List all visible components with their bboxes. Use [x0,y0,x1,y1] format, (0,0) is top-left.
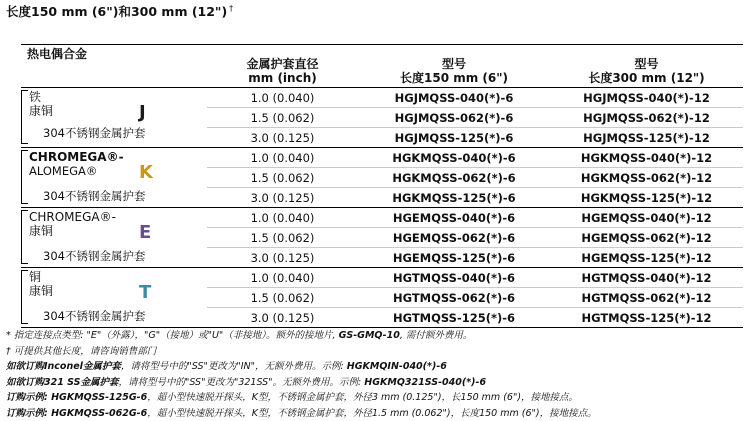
header-diameter-l2: mm (inch) [207,71,358,85]
diameter-cell: 3.0 (0.125) [207,248,358,268]
model-150-cell: HGKMQSS-062(*)-6 [358,168,550,188]
note-model: HGKMQ321SS-040(*)-6 [364,377,486,388]
alloy-name-line1: 铁 [29,90,53,104]
alloy-names [29,90,53,118]
model-150-cell: HGJMQSS-062(*)-6 [358,108,550,128]
table-row [21,88,743,108]
model-300-cell: HGKMQSS-062(*)-12 [550,168,743,188]
note-text: ，请将型号中的"SS"更改为"321SS"。无额外费用。示例: [118,377,364,388]
note-text: † 可提供其他长度，请咨询销售部门 [6,346,156,357]
model-150-cell: HGEMQSS-125(*)-6 [358,248,550,268]
alloy-cell-k [21,148,207,208]
note-model: HGKMQIN-040(*)-6 [347,361,447,372]
type-letter-j: J [139,102,146,123]
note-text: , 需付额外费用。 [400,330,473,341]
note-junction-type [6,328,597,344]
model-150-cell: HGJMQSS-040(*)-6 [358,88,550,108]
model-300-cell: HGJMQSS-125(*)-12 [550,128,743,148]
model-300-cell: HGTMQSS-062(*)-12 [550,288,743,308]
header-diameter-l1: 金属护套直径 [207,57,358,71]
note-label: 订购示例: [6,392,51,403]
table-row [21,148,743,168]
diameter-cell: 1.5 (0.062) [207,288,358,308]
note-order-example-1 [6,390,597,406]
model-300-cell: HGTMQSS-040(*)-12 [550,268,743,288]
sheath-label: 304不锈钢金属护套 [43,248,145,264]
probe-spec-table [21,44,743,328]
model-300-cell: HGJMQSS-040(*)-12 [550,88,743,108]
note-label: 如欲订购Inconel金属护套 [6,361,121,372]
note-label: 如欲订购321 SS金属护套 [6,377,118,388]
model-150-cell: HGTMQSS-040(*)-6 [358,268,550,288]
note-text: ，请将型号中的"SS"更改为"IN"，无额外费用。示例: [121,361,347,372]
diameter-cell: 1.0 (0.040) [207,208,358,228]
header-diameter [207,45,358,88]
sheath-label: 304不锈钢金属护套 [43,308,145,324]
model-300-cell: HGEMQSS-125(*)-12 [550,248,743,268]
alloy-bracket [21,90,28,144]
model-150-cell: HGEMQSS-062(*)-6 [358,228,550,248]
footnotes [6,328,597,421]
diameter-cell: 3.0 (0.125) [207,188,358,208]
note-inconel [6,359,597,375]
table-header-row [21,45,743,88]
alloy-name-line1: 铜 [29,270,53,284]
alloy-names [29,270,53,298]
type-letter-e: E [139,222,151,243]
model-300-cell: HGEMQSS-040(*)-12 [550,208,743,228]
note-model: HGKMQSS-125G-6 [51,392,147,403]
note-text: ，超小型快速脱开探头，K型，不锈钢金属护套，外径1.5 mm (0.062")，长度150 mm (6")，接地接点。 [147,408,596,419]
diameter-cell: 1.0 (0.040) [207,88,358,108]
model-300-cell: HGJMQSS-062(*)-12 [550,108,743,128]
diameter-cell: 1.5 (0.062) [207,108,358,128]
title-text: 长度150 mm (6")和300 mm (12") [6,4,227,19]
diameter-cell: 3.0 (0.125) [207,128,358,148]
model-300-cell: HGEMQSS-062(*)-12 [550,228,743,248]
diameter-cell: 3.0 (0.125) [207,308,358,328]
alloy-name-line2: ALOMEGA® [29,164,124,178]
page-title [6,2,233,20]
model-300-cell: HGTMQSS-125(*)-12 [550,308,743,328]
alloy-names [29,210,116,238]
diameter-cell: 1.5 (0.062) [207,228,358,248]
alloy-cell-e [21,208,207,268]
table-row [21,208,743,228]
alloy-bracket [21,210,28,264]
model-150-cell: HGJMQSS-125(*)-6 [358,128,550,148]
table-row [21,268,743,288]
alloy-names [29,150,124,178]
model-300-cell: HGKMQSS-125(*)-12 [550,188,743,208]
type-letter-k: K [139,162,153,183]
diameter-cell: 1.0 (0.040) [207,268,358,288]
note-other-lengths [6,344,597,360]
header-model-300 [550,45,743,88]
type-letter-t: T [139,282,151,303]
alloy-bracket [21,150,28,204]
model-150-cell: HGEMQSS-040(*)-6 [358,208,550,228]
header-model-150-l2: 长度150 mm (6") [358,71,550,85]
header-model-150-l1: 型号 [358,57,550,71]
alloy-cell-t [21,268,207,328]
sheath-label: 304不锈钢金属护套 [43,188,145,204]
note-label: 订购示例: [6,408,51,419]
note-model: GS-GMQ-10 [339,330,400,341]
model-150-cell: HGKMQSS-040(*)-6 [358,148,550,168]
alloy-bracket [21,270,28,324]
alloy-name-line2: 康铜 [29,224,116,238]
alloy-name-line2: 康铜 [29,284,53,298]
model-150-cell: HGKMQSS-125(*)-6 [358,188,550,208]
alloy-name-line1: CHROMEGA®- [29,210,116,224]
title-footnote-mark: † [229,4,233,13]
header-model-300-l1: 型号 [550,57,743,71]
header-model-150 [358,45,550,88]
note-321ss [6,375,597,391]
sheath-label: 304不锈钢金属护套 [43,125,145,141]
alloy-name-line2: 康铜 [29,104,53,118]
note-text: * 指定连接点类型: "E"（外露），"G"（接地）或"U"（非接地）。额外的接地片, [6,330,339,341]
header-alloy: 热电偶合金 [21,45,207,88]
header-model-300-l2: 长度300 mm (12") [550,71,743,85]
note-order-example-2 [6,406,597,421]
diameter-cell: 1.5 (0.062) [207,168,358,188]
note-model: HGKMQSS-062G-6 [51,408,147,419]
diameter-cell: 1.0 (0.040) [207,148,358,168]
model-300-cell: HGKMQSS-040(*)-12 [550,148,743,168]
note-text: ，超小型快速脱开探头，K型，不锈钢金属护套，外径3 mm (0.125")，长150 mm (6")，接地接点。 [147,392,578,403]
alloy-name-line1: CHROMEGA®- [29,150,124,164]
alloy-cell-j [21,88,207,148]
model-150-cell: HGTMQSS-062(*)-6 [358,288,550,308]
model-150-cell: HGTMQSS-125(*)-6 [358,308,550,328]
